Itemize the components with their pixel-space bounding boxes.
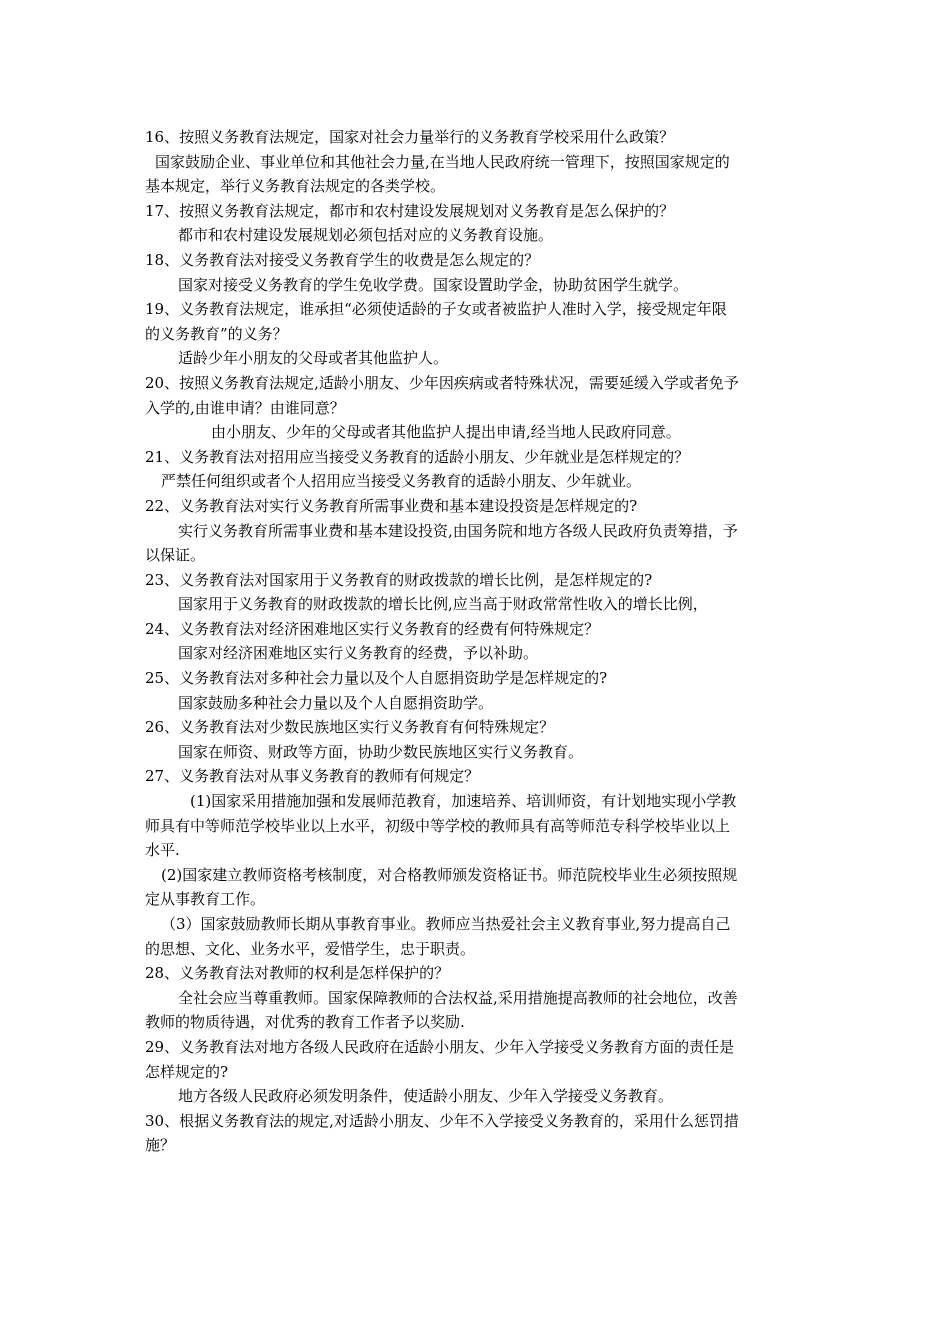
text-line: 适龄少年小朋友的父母或者其他监护人。 xyxy=(178,349,449,368)
text-line: 全社会应当尊重教师。国家保障教师的合法权益,采用措施提高教师的社会地位，改善 xyxy=(178,988,738,1007)
text-line: 师具有中等师范学校毕业以上水平，初级中等学校的教师具有高等师范专科学校毕业以上 xyxy=(145,816,731,835)
question-line: 22、义务教育法对实行义务教育所需事业费和基本建设投资是怎样规定的? xyxy=(145,496,638,515)
text-line: 国家在师资、财政等方面，协助少数民族地区实行义务教育。 xyxy=(178,742,584,761)
question-line: 26、义务教育法对少数民族地区实行义务教育有何特殊规定？ xyxy=(145,718,555,737)
text-line: (1)国家采用措施加强和发展师范教育，加速培养、培训师资，有计划地实现小学教 xyxy=(190,792,737,811)
question-line: 28、义务教育法对教师的权利是怎样保护的？ xyxy=(145,964,450,983)
text-line: 严禁任何组织或者个人招用应当接受义务教育的适龄小朋友、少年就业。 xyxy=(161,472,642,491)
text-line: 国家对经济困难地区实行义务教育的经费，予以补助。 xyxy=(178,644,539,663)
text-line: 怎样规定的? xyxy=(145,1062,229,1081)
question-line: 25、义务教育法对多种社会力量以及个人自愿捐资助学是怎样规定的? xyxy=(145,669,608,688)
question-line: 21、义务教育法对招用应当接受义务教育的适龄小朋友、少年就业是怎样规定的？ xyxy=(145,447,690,466)
text-line: 实行义务教育所需事业费和基本建设投资,由国务院和地方各级人民政府负责筹措，予 xyxy=(178,521,738,540)
question-line: 24、义务教育法对经济困难地区实行义务教育的经费有何特殊规定？ xyxy=(145,619,600,638)
question-line: 23、义务教育法对国家用于义务教育的财政拨款的增长比例，是怎样规定的? xyxy=(145,570,653,589)
text-line: 入学的,由谁申请？由谁同意？ xyxy=(145,398,345,417)
text-line: （3）国家鼓励教师长期从事教育事业。教师应当热爱社会主义教育事业,努力提高自己 xyxy=(161,915,731,933)
question-line: 19、义务教育法规定，谁承担“必须使适龄的子女或者被监护人准时入学，接受规定年限 xyxy=(145,300,727,319)
text-line: 的思想、文化、业务水平，爱惜学生，忠于职责。 xyxy=(145,939,476,958)
text-line: 由小朋友、少年的父母或者其他监护人提出申请,经当地人民政府同意。 xyxy=(211,423,681,442)
text-line: 地方各级人民政府必须发明条件，使适龄小朋友、少年入学接受义务教育。 xyxy=(178,1087,674,1106)
text-line: 国家鼓励多种社会力量以及个人自愿捐资助学。 xyxy=(178,693,494,712)
text-line: 定从事教育工作。 xyxy=(145,890,266,909)
question-line: 29、义务教育法对地方各级人民政府在适龄小朋友、少年入学接受义务教育方面的责任是 xyxy=(145,1037,735,1056)
question-line: 17、按照义务教育法规定，都市和农村建设发展规划对义务教育是怎么保护的？ xyxy=(145,201,675,220)
text-line: 施？ xyxy=(145,1136,176,1155)
text-line: 国家用于义务教育的财政拨款的增长比例,应当高于财政常常性收入的增长比例， xyxy=(178,595,708,614)
question-line: 30、根据义务教育法的规定,对适龄小朋友、少年不入学接受义务教育的，采用什么惩罚措 xyxy=(145,1111,739,1130)
question-line: 16、按照义务教育法规定，国家对社会力量举行的义务教育学校采用什么政策？ xyxy=(145,128,675,146)
text-line: (2)国家建立教师资格考核制度，对合格教师颁发资格证书。师范院校毕业生必须按照规 xyxy=(161,865,738,884)
question-line: 27、义务教育法对从事义务教育的教师有何规定？ xyxy=(145,767,480,786)
question-line: 18、义务教育法对接受义务教育学生的收费是怎么规定的？ xyxy=(145,250,540,269)
text-line: 的义务教育”的义务？ xyxy=(145,324,288,343)
text-line: 水平. xyxy=(145,841,180,860)
text-line: 都市和农村建设发展规划必须包括对应的义务教育设施。 xyxy=(178,226,554,245)
text-line: 国家对接受义务教育的学生免收学费。国家设置助学金，协助贫困学生就学。 xyxy=(178,275,689,294)
document-body xyxy=(145,125,813,1158)
text-line: 国家鼓励企业、事业单位和其他社会力量,在当地人民政府统一管理下，按照国家规定的 xyxy=(155,152,730,171)
text-line: 基本规定，举行义务教育法规定的各类学校。 xyxy=(145,177,446,196)
text-line: 以保证。 xyxy=(145,546,206,565)
text-line: 教师的物质待遇，对优秀的教育工作者予以奖励. xyxy=(145,1013,465,1032)
question-line: 20、按照义务教育法规定,适龄小朋友、少年因疾病或者特殊状况，需要延缓入学或者免予 xyxy=(145,373,739,392)
